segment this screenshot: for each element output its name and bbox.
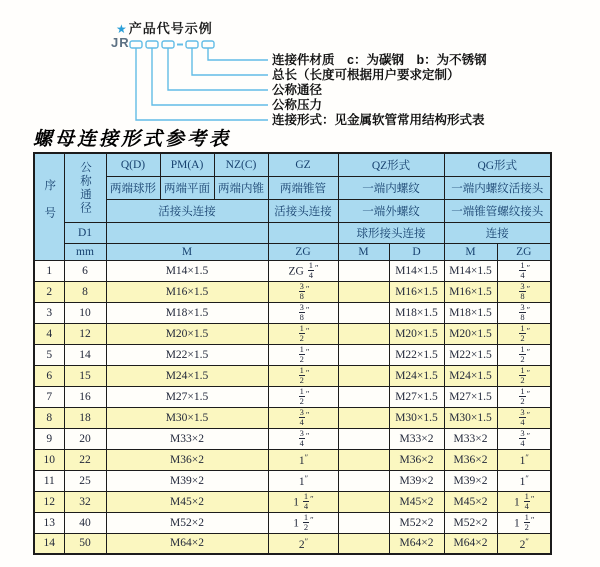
cell-mm: 50 — [64, 533, 106, 554]
callout-line-3 — [168, 48, 268, 90]
callout-line-5 — [136, 48, 268, 120]
code-box-3 — [162, 41, 174, 48]
cell-qz-m — [338, 260, 389, 281]
header-mm: mm — [64, 243, 106, 260]
cell-mm: 16 — [64, 386, 106, 407]
cell-row-number: 10 — [34, 449, 64, 470]
callout-line-2 — [192, 48, 268, 75]
cell-qz-d: M45×2 — [389, 491, 444, 512]
cell-qg-zg: $\frac{3}{4}$ ″ — [497, 407, 551, 428]
cell-gz-zg: ZG $\frac{1}{4}$ ″ — [268, 260, 338, 281]
cell-qg-m: M20×1.5 — [444, 323, 497, 344]
cell-row-number: 3 — [34, 302, 64, 323]
table-row — [34, 491, 551, 512]
header-qg-zg: ZG — [497, 243, 551, 260]
cell-row-number: 9 — [34, 428, 64, 449]
cell-gz-zg: $\frac{3}{8}$ ″ — [268, 281, 338, 302]
cell-m-thread: M24×1.5 — [106, 365, 268, 386]
cell-qg-m: M33×2 — [444, 428, 497, 449]
header-col-qg: QG形式 — [444, 153, 551, 176]
star-icon: ★ — [116, 22, 128, 36]
cell-qg-zg: $\frac{3}{8}$ ″ — [497, 302, 551, 323]
diagram-title-text: 产品代号示例 — [128, 21, 213, 36]
cell-qz-m — [338, 512, 389, 533]
cell-qz-d: M20×1.5 — [389, 323, 444, 344]
callout-label-connection: 连接形式：见金属软管常用结构形式表 — [272, 113, 485, 127]
header-nz-desc: 两端内锥 — [214, 176, 268, 199]
header-q-desc: 两端球形 — [106, 176, 160, 199]
cell-mm: 40 — [64, 512, 106, 533]
cell-qg-zg: $\frac{1}{2}$ ″ — [497, 365, 551, 386]
table-row — [34, 365, 551, 386]
header-zg: ZG — [268, 243, 338, 260]
cell-qg-m: M52×2 — [444, 512, 497, 533]
cell-qg-zg: 1 $\frac{1}{2}$ ″ — [497, 512, 551, 533]
cell-mm: 10 — [64, 302, 106, 323]
table-row — [34, 323, 551, 344]
cell-m-thread: M20×1.5 — [106, 323, 268, 344]
cell-qz-d: M22×1.5 — [389, 344, 444, 365]
cell-qz-m — [338, 365, 389, 386]
cell-qg-zg: 1 $\frac{1}{4}$ ″ — [497, 491, 551, 512]
header-qz-desc1: 一端内螺纹 — [338, 176, 444, 199]
cell-m-thread: M45×2 — [106, 491, 268, 512]
cell-qz-m — [338, 533, 389, 554]
cell-qz-m — [338, 281, 389, 302]
cell-qg-m: M24×1.5 — [444, 365, 497, 386]
cell-qz-m — [338, 302, 389, 323]
cell-qg-m: M39×2 — [444, 470, 497, 491]
callout-label-material: 连接件材质 c：为碳钢 b：为不锈钢 — [272, 53, 487, 67]
cell-gz-zg: 1 $\frac{1}{4}$ ″ — [268, 491, 338, 512]
table-row — [34, 449, 551, 470]
cell-m-thread: M16×1.5 — [106, 281, 268, 302]
cell-m-thread: M36×2 — [106, 449, 268, 470]
cell-row-number: 1 — [34, 260, 64, 281]
cell-row-number: 14 — [34, 533, 64, 554]
cell-mm: 20 — [64, 428, 106, 449]
header-pm-desc: 两端平面 — [160, 176, 214, 199]
cell-gz-zg: 1 $\frac{1}{2}$ ″ — [268, 512, 338, 533]
cell-row-number: 6 — [34, 365, 64, 386]
callout-line-4 — [152, 48, 268, 105]
nut-connection-reference-table — [33, 152, 552, 555]
cell-qz-d: M18×1.5 — [389, 302, 444, 323]
cell-qz-d: M30×1.5 — [389, 407, 444, 428]
cell-gz-zg: $\frac{1}{2}$ ″ — [268, 323, 338, 344]
header-qg-desc3: 连接 — [444, 222, 551, 243]
cell-qg-m: M36×2 — [444, 449, 497, 470]
cell-qz-m — [338, 407, 389, 428]
cell-gz-zg: $\frac{3}{4}$ ″ — [268, 407, 338, 428]
code-box-2 — [146, 41, 158, 48]
cell-mm: 18 — [64, 407, 106, 428]
cell-qg-zg: $\frac{3}{8}$ ″ — [497, 281, 551, 302]
cell-qz-d: M16×1.5 — [389, 281, 444, 302]
cell-qz-d: M27×1.5 — [389, 386, 444, 407]
callout-label-length: 总长（长度可根据用户要求定制） — [272, 68, 460, 82]
diagram-title — [116, 18, 213, 37]
header-col-pm: PM(A) — [160, 153, 214, 176]
cell-qz-d: M24×1.5 — [389, 365, 444, 386]
header-qz-d: D — [389, 243, 444, 260]
table-header — [34, 153, 551, 260]
cell-row-number: 2 — [34, 281, 64, 302]
cell-qz-d: M39×2 — [389, 470, 444, 491]
cell-qz-m — [338, 491, 389, 512]
cell-gz-zg: 1″ — [268, 449, 338, 470]
cell-mm: 6 — [64, 260, 106, 281]
cell-qz-m — [338, 449, 389, 470]
cell-qg-m: M45×2 — [444, 491, 497, 512]
cell-m-thread: M64×2 — [106, 533, 268, 554]
table-row — [34, 281, 551, 302]
cell-qz-m — [338, 470, 389, 491]
cell-row-number: 5 — [34, 344, 64, 365]
cell-row-number: 7 — [34, 386, 64, 407]
header-qg-m: M — [444, 243, 497, 260]
cell-qg-m: M30×1.5 — [444, 407, 497, 428]
cell-qg-zg: 1″ — [497, 449, 551, 470]
cell-m-thread: M30×1.5 — [106, 407, 268, 428]
header-nominal-diameter: 公称通径 — [64, 153, 106, 222]
table-row — [34, 512, 551, 533]
cell-row-number: 4 — [34, 323, 64, 344]
product-code-prefix: JR — [111, 35, 130, 50]
cell-mm: 8 — [64, 281, 106, 302]
code-box-1 — [130, 41, 142, 48]
cell-qg-zg: $\frac{1}{4}$ ″ — [497, 260, 551, 281]
code-box-4 — [186, 41, 198, 48]
cell-qz-m — [338, 386, 389, 407]
header-qg-desc1: 一端内螺纹活接头 — [444, 176, 551, 199]
cell-m-thread: M33×2 — [106, 428, 268, 449]
code-box-5 — [202, 41, 214, 48]
cell-qg-m: M64×2 — [444, 533, 497, 554]
cell-m-thread: M14×1.5 — [106, 260, 268, 281]
cell-qg-m: M16×1.5 — [444, 281, 497, 302]
cell-m-thread: M18×1.5 — [106, 302, 268, 323]
cell-qg-zg: $\frac{1}{2}$ ″ — [497, 386, 551, 407]
callout-line-1 — [208, 48, 268, 60]
cell-row-number: 8 — [34, 407, 64, 428]
cell-qz-d: M33×2 — [389, 428, 444, 449]
table-row — [34, 386, 551, 407]
cell-mm: 22 — [64, 449, 106, 470]
cell-qz-m — [338, 323, 389, 344]
table-row — [34, 470, 551, 491]
cell-mm: 15 — [64, 365, 106, 386]
cell-m-thread: M22×1.5 — [106, 344, 268, 365]
cell-mm: 14 — [64, 344, 106, 365]
callout-label-diameter: 公称通径 — [272, 83, 323, 97]
cell-qg-zg: $\frac{3}{4}$ ″ — [497, 428, 551, 449]
cell-row-number: 13 — [34, 512, 64, 533]
cell-qg-zg: $\frac{1}{2}$ ″ — [497, 344, 551, 365]
cell-m-thread: M27×1.5 — [106, 386, 268, 407]
table-row — [34, 344, 551, 365]
cell-mm: 25 — [64, 470, 106, 491]
table-row — [34, 260, 551, 281]
cell-row-number: 11 — [34, 470, 64, 491]
cell-qg-zg: 2″ — [497, 533, 551, 554]
header-union-connection: 活接头连接 — [106, 199, 268, 222]
cell-gz-zg: 2″ — [268, 533, 338, 554]
cell-gz-zg: $\frac{1}{2}$ ″ — [268, 365, 338, 386]
cell-qz-m — [338, 428, 389, 449]
cell-qz-m — [338, 344, 389, 365]
cell-qg-m: M22×1.5 — [444, 344, 497, 365]
cell-mm: 32 — [64, 491, 106, 512]
cell-gz-zg: $\frac{3}{8}$ ″ — [268, 302, 338, 323]
cell-qg-zg: $\frac{1}{2}$ ″ — [497, 323, 551, 344]
callout-label-pressure: 公称压力 — [272, 98, 323, 112]
table-title: 螺母连接形式参考表 — [33, 129, 232, 150]
table-body — [34, 260, 551, 554]
cell-m-thread: M52×2 — [106, 512, 268, 533]
header-col-gz: GZ — [268, 153, 338, 176]
header-qz-m: M — [338, 243, 389, 260]
header-col-nz: NZ(C) — [214, 153, 268, 176]
cell-qg-m: M27×1.5 — [444, 386, 497, 407]
cell-gz-zg: $\frac{1}{2}$ ″ — [268, 386, 338, 407]
header-col-q: Q(D) — [106, 153, 160, 176]
table-row — [34, 533, 551, 554]
cell-qg-zg: 1″ — [497, 470, 551, 491]
cell-row-number: 12 — [34, 491, 64, 512]
header-d1: D1 — [64, 222, 106, 243]
cell-qz-d: M14×1.5 — [389, 260, 444, 281]
cell-gz-zg: $\frac{1}{2}$ ″ — [268, 344, 338, 365]
header-qz-desc3: 球形接头连接 — [338, 222, 444, 243]
cell-gz-zg: 1″ — [268, 470, 338, 491]
header-col-qz: QZ形式 — [338, 153, 444, 176]
cell-gz-zg: $\frac{3}{4}$ ″ — [268, 428, 338, 449]
table-row — [34, 302, 551, 323]
cell-m-thread: M39×2 — [106, 470, 268, 491]
cell-qg-m: M18×1.5 — [444, 302, 497, 323]
header-gz-desc: 两端锥管 — [268, 176, 338, 199]
header-gz-connection: 活接头连接 — [268, 199, 338, 222]
header-blank-left — [106, 222, 268, 243]
cell-qz-d: M52×2 — [389, 512, 444, 533]
header-m: M — [106, 243, 268, 260]
cell-mm: 12 — [64, 323, 106, 344]
cell-qz-d: M36×2 — [389, 449, 444, 470]
cell-qg-m: M14×1.5 — [444, 260, 497, 281]
table-row — [34, 407, 551, 428]
table-row — [34, 428, 551, 449]
cell-qz-d: M64×2 — [389, 533, 444, 554]
header-qz-desc2: 一端外螺纹 — [338, 199, 444, 222]
header-blank-gz — [268, 222, 338, 243]
header-row-number: 序号 — [34, 153, 64, 260]
header-qg-desc2: 一端锥管螺纹接头 — [444, 199, 551, 222]
